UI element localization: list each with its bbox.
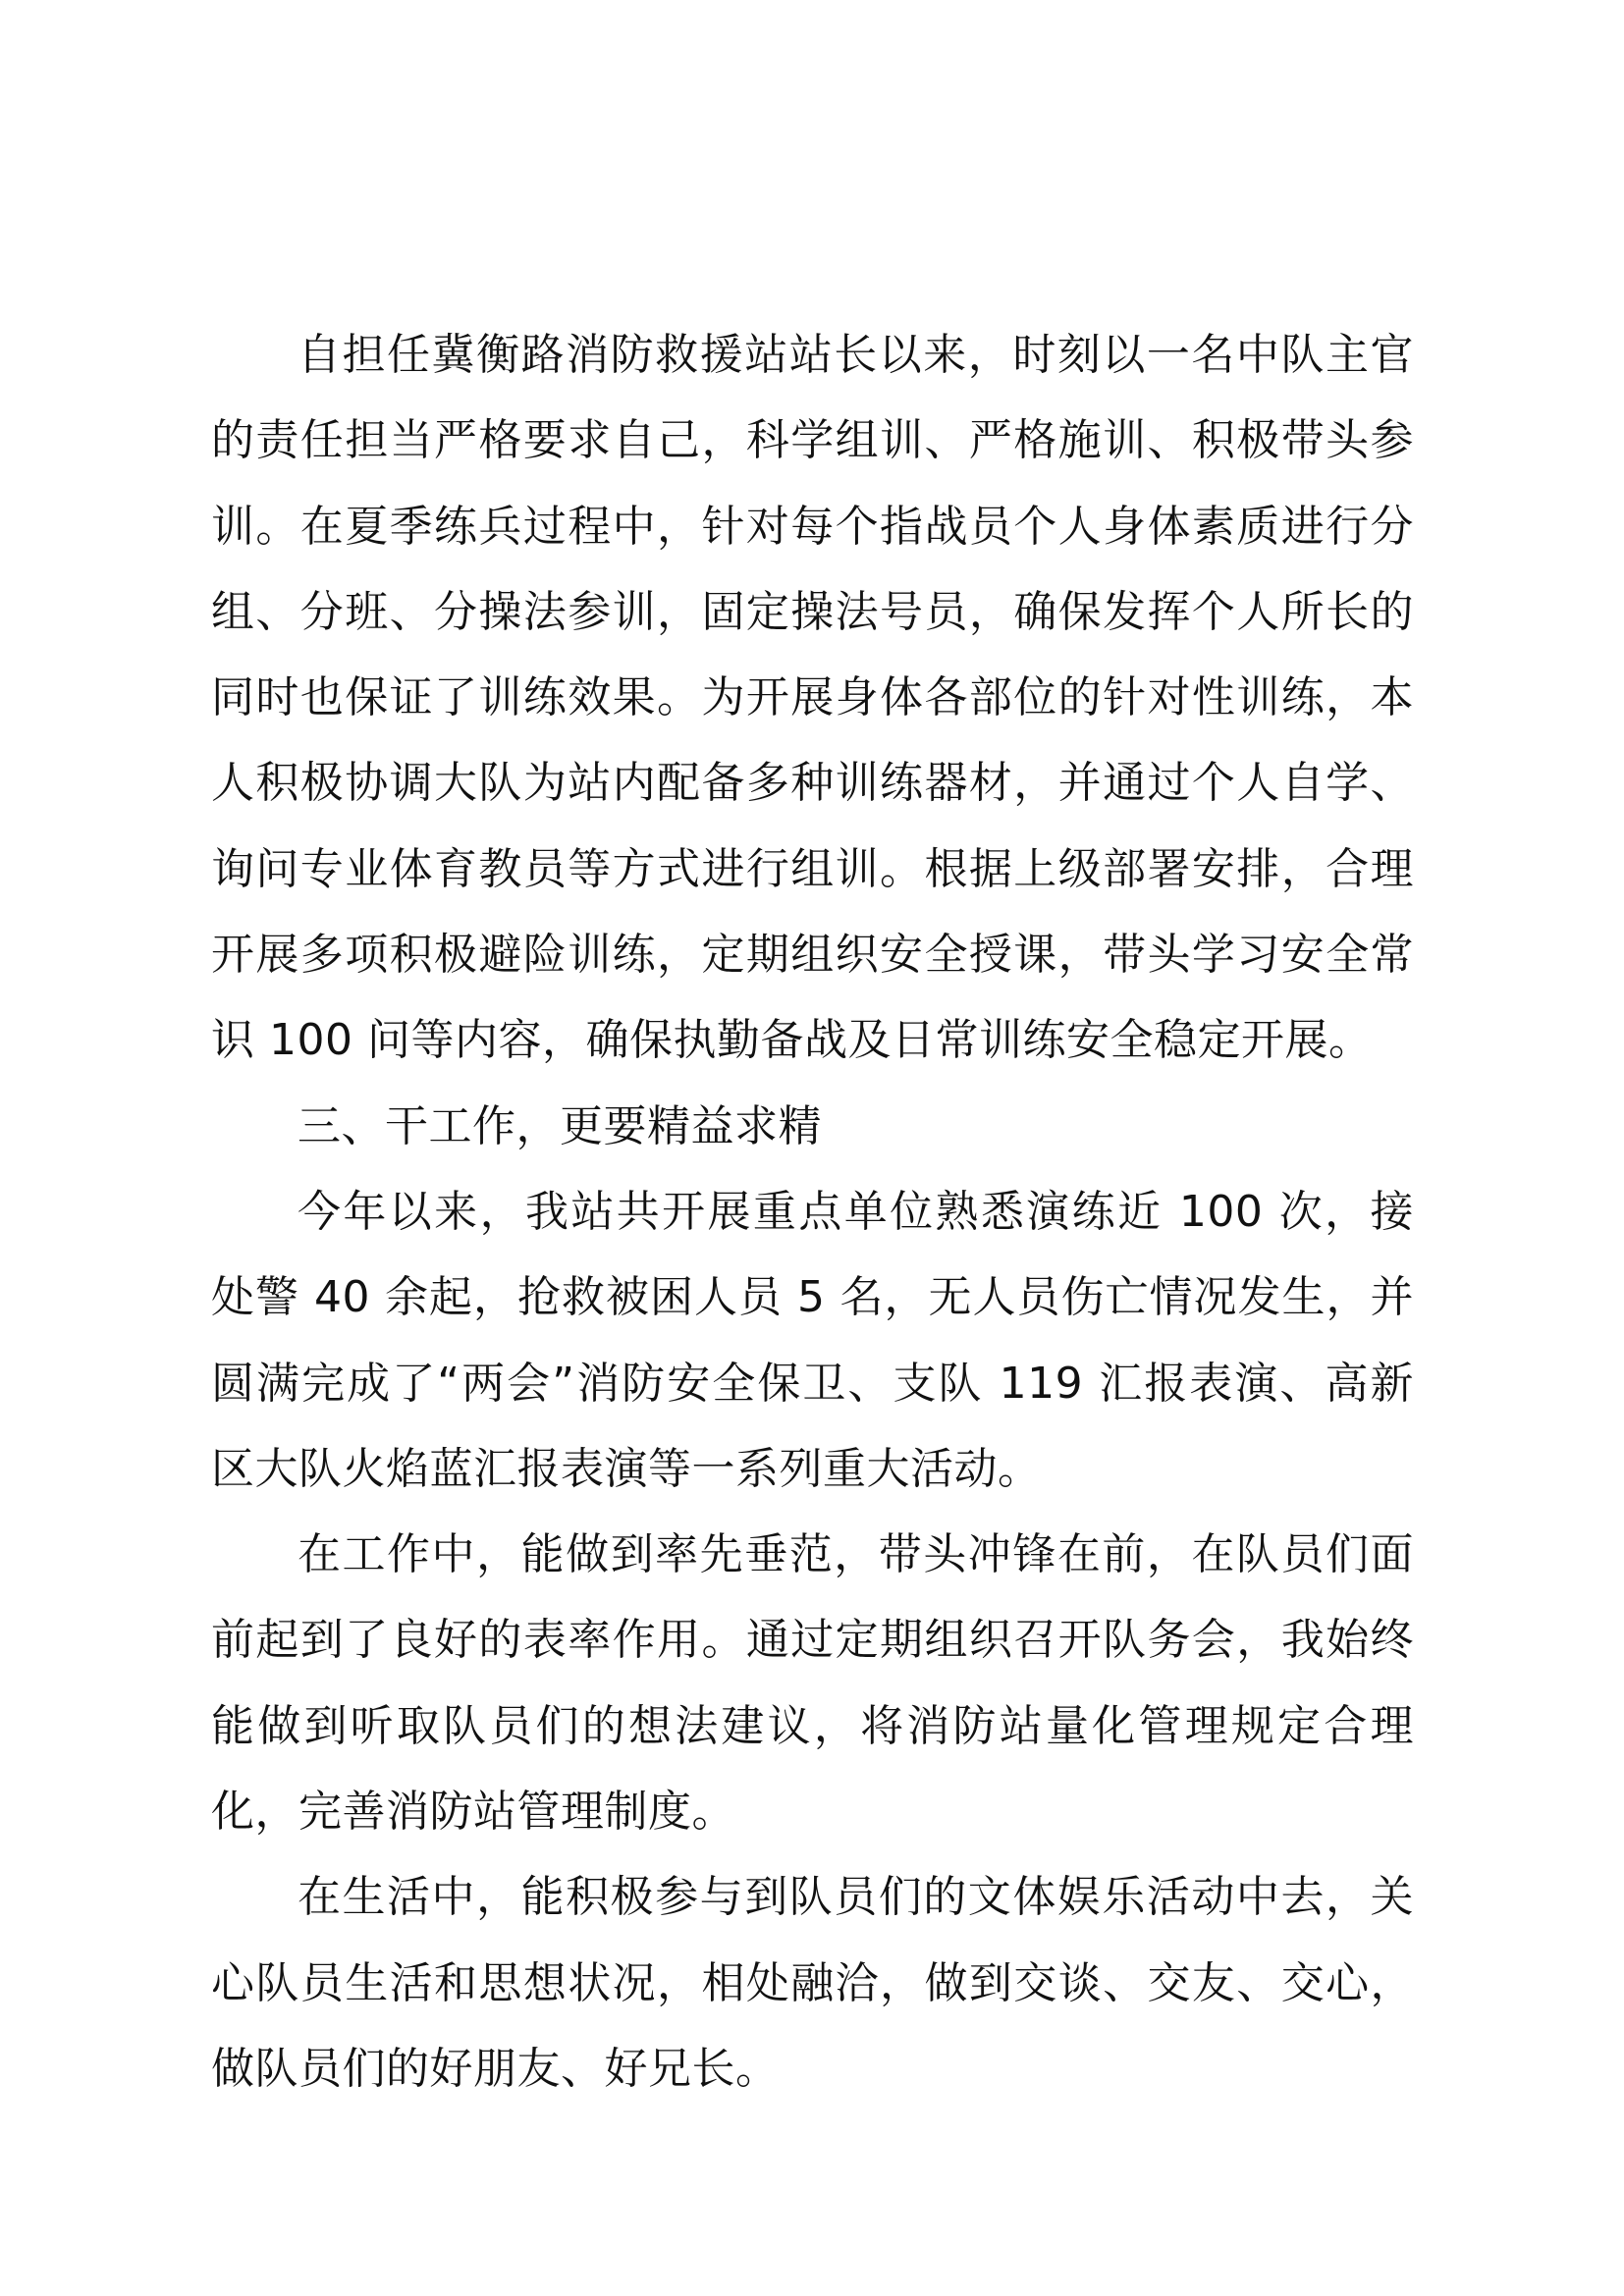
paragraph-work: 在工作中，能做到率先垂范，带头冲锋在前，在队员们面前起到了良好的表率作用。通过定期组织召开队务会，我始终能做到听取队员们的想法建议，将消防站量化管理规定合理化，完善消防站管理制度。 (211, 1529, 1414, 1838)
section-heading-work: 三、干工作，更要精益求精 (298, 1100, 822, 1151)
paragraph-achievements: 今年以来，我站共开展重点单位熟悉演练近 100 次，接处警 40 余起，抢救被困人员 5 名，无人员伤亡情况发生，并圆满完成了“两会”消防安全保卫、支队 119 汇报表演、高新区大队火焰蓝汇报表演等一系列重大活动。 (211, 1186, 1414, 1494)
paragraph-training: 自担任冀衡路消防救援站站长以来，时刻以一名中队主官的责任担当严格要求自己，科学组训、严格施训、积极带头参训。在夏季练兵过程中，针对每个指战员个人身体素质进行分组、分班、分操法参训，固定操法号员，确保发挥个人所长的同时也保证了训练效果。为开展身体各部位的针对性训练，本人积极协调大队为站内配备多种训练器材，并通过个人自学、询问专业体育教员等方式进行组训。根据上级部署安排，合理开展多项积极避险训练，定期组织安全授课，带头学习安全常识 100 问等内容，确保执勤备战及日常训练安全稳定开展。 (211, 330, 1414, 1066)
document-body (211, 312, 1414, 2111)
paragraph-life: 在生活中，能积极参与到队员们的文体娱乐活动中去，关心队员生活和思想状况，相处融洽，做到交谈、交友、交心，做队员们的好朋友、好兄长。 (211, 1872, 1414, 2094)
